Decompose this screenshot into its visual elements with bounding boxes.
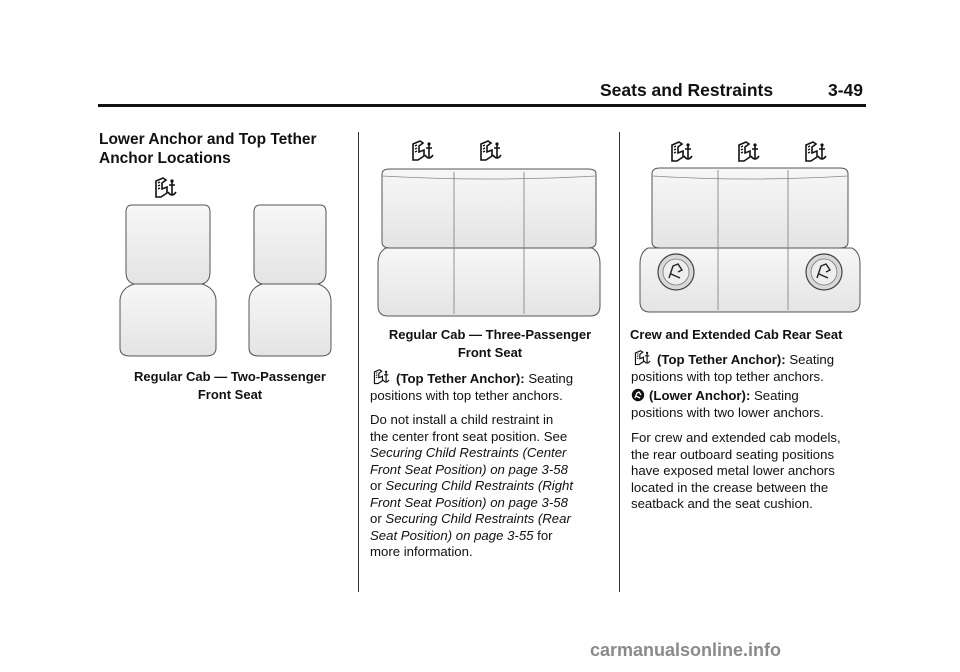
cross-reference-link[interactable]: Securing Child Restraints (Right [385, 478, 574, 493]
lower-anchor-marker [806, 254, 842, 290]
top-tether-anchor-icon [735, 141, 765, 165]
section-title: Seats and Restraints [600, 80, 774, 100]
paragraph-line: the center front seat position. See [370, 428, 568, 444]
top-tether-anchor-icon [631, 350, 653, 366]
cross-reference-link[interactable]: Securing Child Restraints (Center [370, 445, 567, 460]
top-tether-anchor-icon [152, 177, 182, 201]
header-rule [98, 104, 866, 107]
tether-text: Seating [528, 371, 574, 386]
tether-description [631, 350, 871, 385]
figure-caption: Front Seat [197, 387, 263, 402]
paragraph-text: or [370, 478, 382, 493]
top-tether-anchor-icon [668, 141, 698, 165]
cross-reference-link[interactable]: Front Seat Position) on page 3-58 [370, 494, 568, 510]
tether-label: (Top Tether Anchor): [396, 371, 525, 386]
paragraph-line: located in the crease between the [631, 479, 829, 495]
paragraph-text: or [370, 511, 382, 526]
tether-text: positions with top tether anchors. [370, 387, 563, 403]
lower-anchor-text: Seating [754, 388, 799, 403]
crew-cab-paragraph [631, 430, 871, 513]
paragraph-line: For crew and extended cab models, [631, 430, 841, 445]
column-divider [358, 132, 359, 592]
figure-caption: Crew and Extended Cab Rear Seat [630, 327, 843, 342]
cross-reference-link[interactable]: Front Seat Position) on page 3-58 [370, 461, 568, 477]
figure-caption: Regular Cab — Three-Passenger [388, 327, 592, 342]
figure-caption: Regular Cab — Two-Passenger [134, 369, 326, 384]
tether-description [370, 369, 610, 404]
figure-caption: Front Seat [457, 345, 523, 360]
page-number: 3-49 [828, 80, 864, 100]
left-seat [120, 205, 216, 356]
watermark: carmanualsonline.info [590, 640, 782, 660]
tether-text: Seating [789, 352, 835, 367]
rear-bench-illustration [638, 166, 864, 318]
install-warning-paragraph [370, 412, 615, 561]
paragraph-text: for [537, 527, 553, 543]
paragraph-line: Do not install a child restraint in [370, 412, 554, 427]
top-tether-anchor-icon [409, 140, 439, 164]
top-tether-anchor-icon [370, 369, 392, 385]
paragraph-line: have exposed metal lower anchors [631, 463, 835, 478]
cross-reference-link[interactable]: Securing Child Restraints (Rear [385, 511, 571, 526]
lower-anchor-label: (Lower Anchor): [649, 388, 751, 403]
three-passenger-bench-illustration [376, 168, 602, 320]
paragraph-line: the rear outboard seating positions [631, 446, 835, 462]
section-heading: Lower Anchor and Top Tether Anchor Locations [99, 131, 317, 167]
tether-text: positions with top tether anchors. [631, 368, 824, 384]
lower-anchor-icon [631, 388, 645, 402]
two-passenger-seat-illustration [118, 200, 338, 360]
paragraph-line: seatback and the seat cushion. [631, 496, 813, 511]
top-tether-anchor-icon [477, 140, 507, 164]
lower-anchor-description [631, 388, 871, 421]
lower-anchor-text: positions with two lower anchors. [631, 404, 824, 420]
paragraph-line: more information. [370, 544, 473, 559]
top-tether-anchor-icon [802, 141, 832, 165]
right-seat [249, 205, 331, 356]
tether-label: (Top Tether Anchor): [657, 352, 786, 367]
lower-anchor-marker [658, 254, 694, 290]
cross-reference-link[interactable]: Seat Position) on page 3-55 [370, 527, 534, 543]
column-divider [619, 132, 620, 592]
